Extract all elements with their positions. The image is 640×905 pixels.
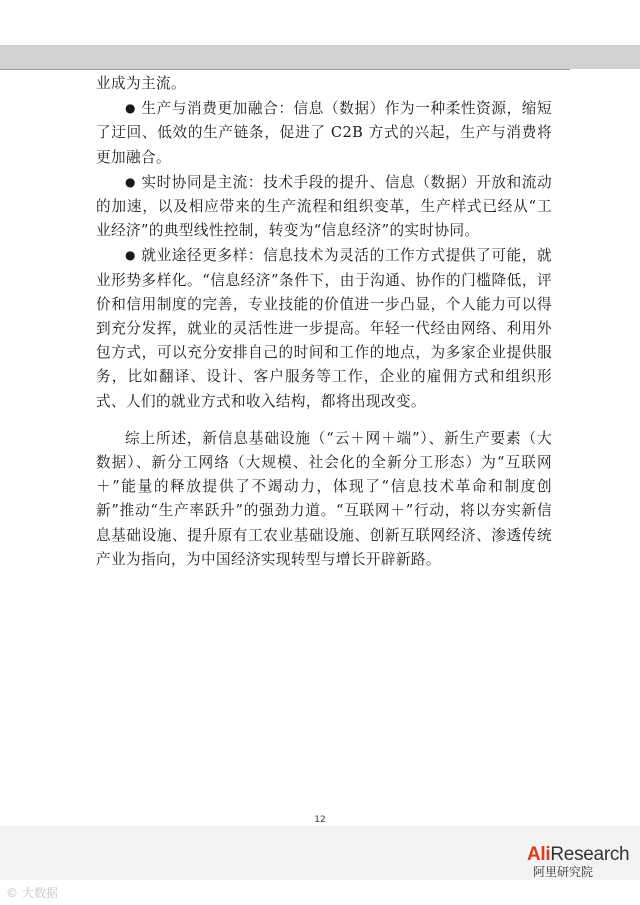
bullet-icon: ● <box>125 101 137 116</box>
bottom-margin <box>0 880 640 905</box>
header-rule <box>0 69 570 70</box>
paragraph-text: 生产与消费更加融合：信息（数据）作为一种柔性资源，缩短了迂回、低效的生产链条，促进了 C2B 方式的兴起，生产与消费将更加融合。 <box>96 100 553 166</box>
paragraph-text: 业成为主流。 <box>96 75 186 92</box>
logo-research: Research <box>550 844 630 865</box>
document-body <box>96 72 552 572</box>
bullet-icon: ● <box>125 248 137 263</box>
header-bar <box>0 45 640 69</box>
bullet-paragraph-employment <box>96 243 552 413</box>
logo-ali: Ali <box>527 844 551 865</box>
watermark: © 大数据 <box>6 886 58 900</box>
bullet-paragraph-collaboration <box>96 170 552 244</box>
summary-paragraph <box>96 427 552 572</box>
top-margin <box>0 0 640 45</box>
paragraph-text: 实时协同是主流：技术手段的提升、信息（数据）开放和流动的加速，以及相应带来的生产流程和组织变革，生产样式已经从“工业经济”的典型线性控制，转变为“信息经济”的实时协同。 <box>96 173 553 240</box>
bullet-paragraph-integration <box>96 96 552 170</box>
page-number: 12 <box>314 815 326 825</box>
paragraph-continuation <box>96 72 552 96</box>
logo-wordmark <box>527 845 640 865</box>
bullet-icon: ● <box>125 174 137 189</box>
paragraph-text: 就业途径更多样：信息技术为灵活的工作方式提供了可能，就业形势多样化。“信息经济”条件下，由于沟通、协作的门槛降低，评价和信用制度的完善，专业技能的价值进一步凸显，个人能力可以得到充分发挥，就业的灵活性进一步提高。年轻一代经由网络、利用外包方式，可以充分安排自己的时间和工作的地点，为多家企业提供服务，比如翻译、设计、客户服务等工作，企业的雇佣方式和组织形式、人们的就业方式和收入结构，都将出现改变。 <box>96 247 553 410</box>
paragraph-text: 综上所述，新信息基础设施（“云＋网＋端”）、新生产要素（大数据）、新分工网络（大规模、社会化的全新分工形态）为“互联网＋”能量的释放提供了不竭动力，体现了“信息技术革命和制度创新”推动“生产率跃升”的强劲力道。“互联网＋”行动，将以夯实新信息基础设施、提升原有工农业基础设施、创新互联网经济、渗透传统产业为指向，为中国经济实现转型与增长开辟新路。 <box>96 429 552 568</box>
aliresearch-logo <box>527 845 640 879</box>
logo-chinese: 阿里研究院 <box>533 865 594 879</box>
